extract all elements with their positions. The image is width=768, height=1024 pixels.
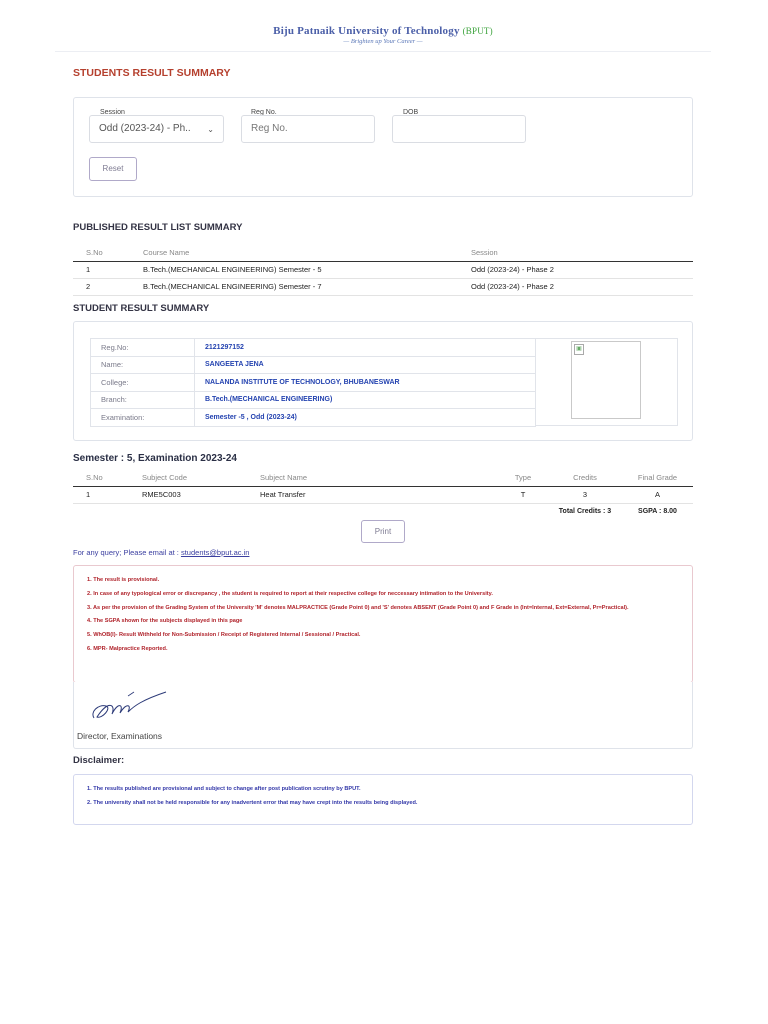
info-key: Branch: — [91, 391, 195, 409]
session-label: Session — [100, 109, 125, 116]
student-card — [73, 321, 693, 441]
info-value: SANGEETA JENA — [195, 356, 536, 374]
info-row-branch — [91, 391, 536, 409]
email-link[interactable]: students@bput.ac.in — [180, 548, 250, 557]
note-item: 4. The SGPA shown for the subjects displayed in this page — [87, 618, 243, 625]
table-row[interactable] — [73, 261, 693, 278]
query-line — [73, 548, 249, 557]
published-table — [73, 245, 693, 296]
col-subject-code: Subject Code — [142, 473, 188, 483]
note-item: 3. As per the provision of the Grading System of the University 'M' denotes MALPRACTICE (Grade Point 0) and 'S' denotes ABSENT (Grade Point 0) and F Grade in (Int=Internal, Ext=External, Pr=Practical). — [87, 604, 629, 611]
note-item: 1. The result is provisional. — [87, 577, 160, 583]
disclaimer-title: Disclaimer: — [73, 755, 125, 766]
col-sno: S.No — [86, 473, 103, 483]
info-row-name — [91, 356, 536, 374]
dob-label: DOB — [403, 109, 419, 116]
regno-input[interactable] — [241, 115, 375, 143]
published-header-row — [73, 245, 693, 261]
total-credits: Total Credits : 3 — [558, 508, 612, 516]
university-logo[interactable] — [55, 25, 711, 37]
search-card — [73, 97, 693, 197]
info-key: Name: — [91, 356, 195, 374]
signature-caption: Director, Examinations — [77, 731, 163, 741]
cell-grade: A — [654, 490, 660, 499]
tagline: — Brighten up Your Career — — [343, 38, 423, 45]
student-photo — [571, 341, 641, 419]
cell-sno: 2 — [86, 282, 91, 291]
totals-row — [73, 503, 693, 520]
info-row-examination — [91, 409, 536, 427]
info-value: B.Tech.(MECHANICAL ENGINEERING) — [195, 391, 536, 409]
query-prefix: For any query; Please email at : — [73, 548, 181, 557]
photo-cell — [535, 338, 678, 426]
disclaimer-box — [73, 774, 693, 825]
cell-subject-code: RME5C003 — [142, 490, 181, 499]
col-sno: S.No — [86, 248, 103, 258]
page-title: STUDENTS RESULT SUMMARY — [73, 67, 231, 79]
semester-title: Semester : 5, Examination 2023-24 — [73, 453, 237, 464]
table-row[interactable] — [73, 278, 693, 295]
cell-course: B.Tech.(MECHANICAL ENGINEERING) Semester - 5 — [143, 265, 322, 274]
cell-sno: 1 — [86, 265, 91, 274]
notes-box — [73, 565, 693, 683]
student-info-table — [90, 338, 536, 427]
info-value: Semester -5 , Odd (2023-24) — [195, 409, 536, 427]
col-credits: Credits — [573, 473, 597, 483]
col-course: Course Name — [143, 248, 190, 258]
disclaimer-item: 2. The university shall not be held responsible for any inadvertent error that may have crept into the results being displayed. — [87, 799, 418, 806]
note-item: 5. WhOB(I)- Result Withheld for Non-Submission / Receipt of Registered Internal / Sessional / Practical. — [87, 632, 361, 639]
regno-label: Reg No. — [251, 109, 277, 116]
cell-credits: 3 — [582, 490, 588, 499]
session-value: Odd (2023-24) - Ph.. — [99, 123, 191, 134]
note-item: 2. In case of any typological error or discrepancy , the student is required to report at their respective college for neccessary intimation to the University. — [87, 590, 493, 597]
info-row-regno — [91, 339, 536, 357]
session-select[interactable] — [89, 115, 224, 143]
info-key: College: — [91, 374, 195, 392]
student-summary-title: STUDENT RESULT SUMMARY — [73, 303, 210, 314]
chevron-down-icon: ⌄ — [207, 125, 214, 134]
semester-header-row — [73, 470, 693, 486]
info-value: 2121297152 — [195, 339, 536, 357]
signature-box — [73, 682, 693, 749]
dob-input[interactable] — [392, 115, 526, 143]
university-name: Biju Patnaik University of Technology — [273, 25, 460, 37]
print-button[interactable]: Print — [361, 520, 405, 543]
semester-table — [73, 470, 693, 520]
cell-session: Odd (2023-24) - Phase 2 — [471, 282, 554, 291]
signature-image — [88, 688, 173, 724]
col-final-grade: Final Grade — [637, 473, 678, 483]
note-item: 6. MPR- Malpractice Reported. — [87, 645, 168, 652]
reset-button[interactable]: Reset — [89, 157, 137, 181]
cell-session: Odd (2023-24) - Phase 2 — [471, 265, 554, 274]
info-key: Examination: — [91, 409, 195, 427]
sgpa: SGPA : 8.00 — [638, 508, 677, 516]
regno-placeholder: Reg No. — [251, 123, 288, 134]
col-type: Type — [514, 473, 532, 483]
info-row-college — [91, 374, 536, 392]
cell-subject-name: Heat Transfer — [260, 490, 306, 499]
col-session: Session — [471, 248, 498, 258]
cell-type: T — [520, 490, 526, 499]
university-abbr: (BPUT) — [462, 26, 493, 36]
info-key: Reg.No: — [91, 339, 195, 357]
published-title: PUBLISHED RESULT LIST SUMMARY — [73, 222, 243, 233]
cell-sno: 1 — [86, 490, 91, 499]
broken-image-icon: ▣ — [574, 344, 584, 355]
site-header — [55, 18, 711, 52]
info-value: NALANDA INSTITUTE OF TECHNOLOGY, BHUBANESWAR — [195, 374, 536, 392]
table-row[interactable] — [73, 486, 693, 503]
col-subject-name: Subject Name — [260, 473, 308, 483]
cell-course: B.Tech.(MECHANICAL ENGINEERING) Semester - 7 — [143, 282, 322, 291]
disclaimer-item: 1. The results published are provisional and subject to change after post publication scrutiny by BPUT. — [87, 786, 361, 792]
